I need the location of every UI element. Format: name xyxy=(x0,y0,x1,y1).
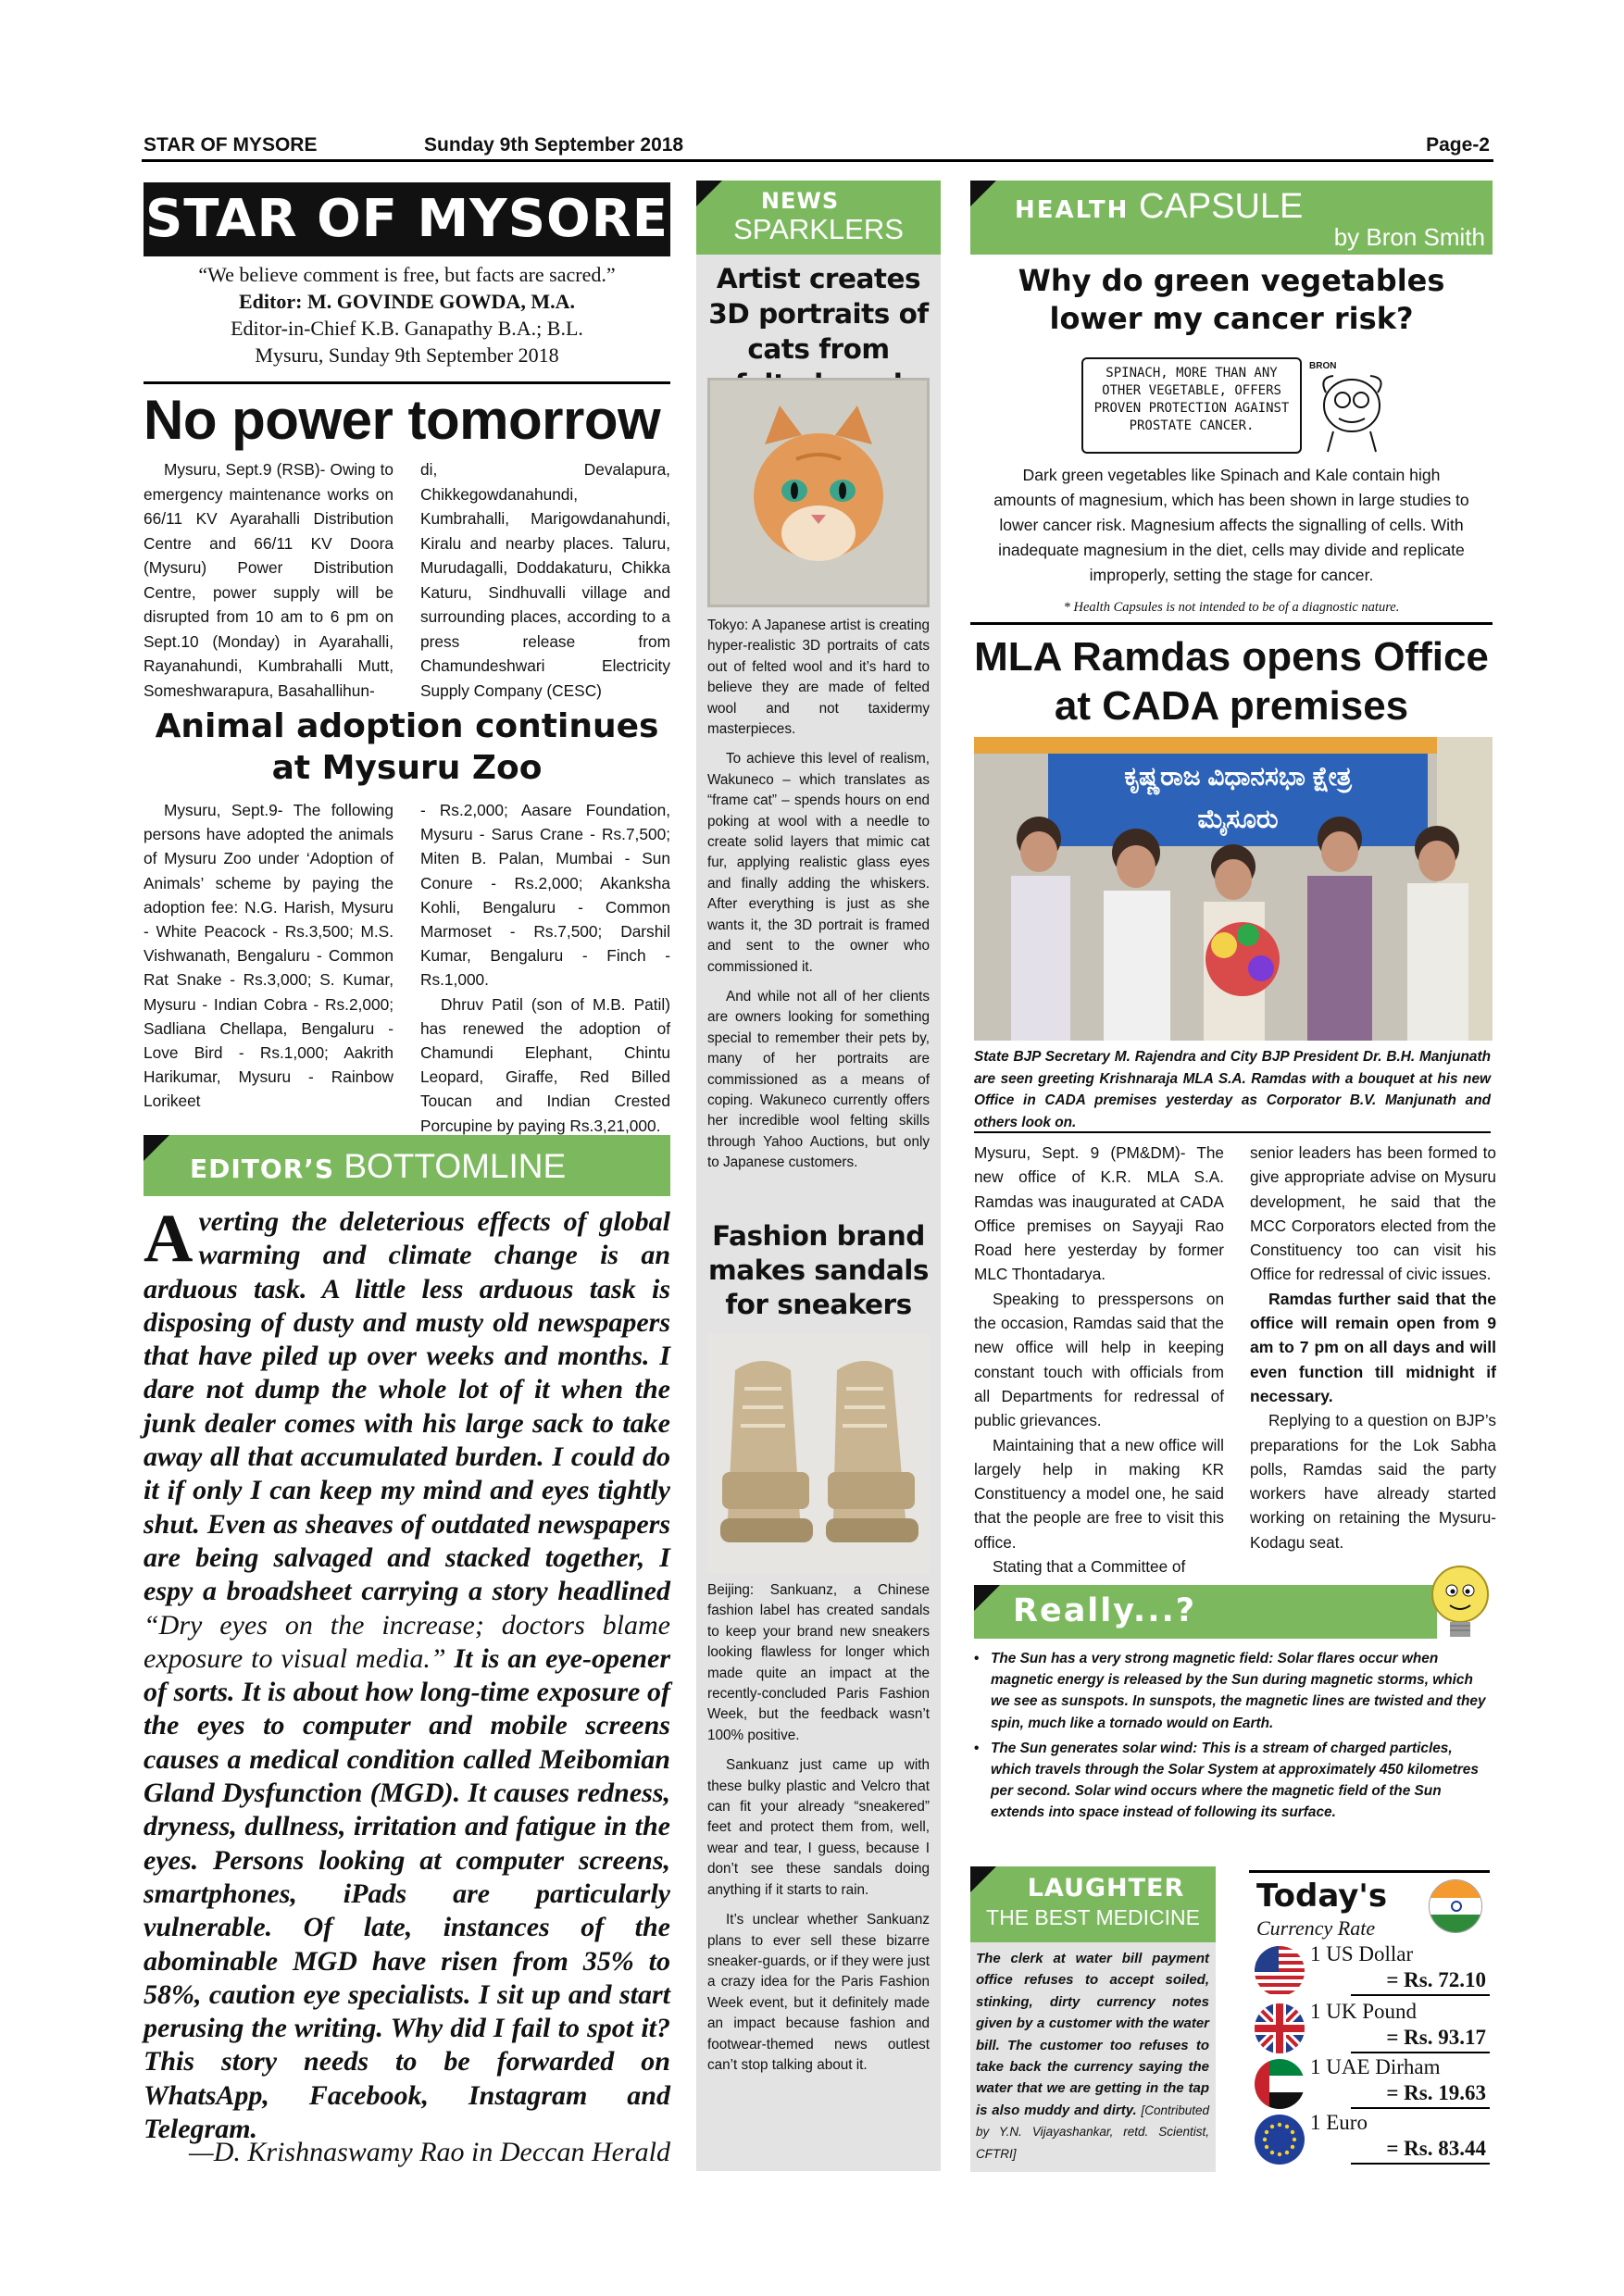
mla-headline-line-1: MLA Ramdas opens Office xyxy=(974,634,1489,680)
really-list xyxy=(974,1648,1491,1824)
rate-underline xyxy=(1351,2107,1490,2109)
rate-name-eur: 1 Euro xyxy=(1310,2111,1368,2134)
dropcap: A xyxy=(144,1201,194,1277)
really-banner xyxy=(974,1585,1437,1639)
currency-top-rule xyxy=(1249,1870,1490,1873)
zoo-headline-line-2: at Mysuru Zoo xyxy=(271,749,543,787)
health-label-light: CAPSULE xyxy=(1138,187,1304,226)
zoo-headline xyxy=(144,705,670,789)
cat-article xyxy=(707,616,930,1174)
banner-corner xyxy=(970,1866,996,1892)
rate-row-eur xyxy=(1249,2111,1490,2165)
zoo-headline-line-1: Animal adoption continues xyxy=(155,707,659,745)
health-capsule-label xyxy=(1015,188,1303,229)
zoo-text-1: Mysuru, Sept.9- The following persons have adopted the animals of Mysuru Zoo under ‘Adoption of Animals’ scheme by paying the adoption fee: N.G. Harish, Mysuru - White Peacock - Rs.3,500; M.S. Vishwanath, Bengaluru - Common Rat Snake - Rs.3,000; S. Kumar, Mysuru - Indian Cobra - Rs.2,000; Sadliana Chellapa, Bengaluru - Love Bird - Rs.1,000; Aakrith Harikumar, Mysuru - Rainbow Lorikeet xyxy=(144,801,394,1111)
uk-flag-icon xyxy=(1255,2003,1305,2053)
editor-byline: —D. Krishnaswamy Rao in Deccan Herald xyxy=(189,2137,670,2167)
running-paper-name: STAR OF MYSORE xyxy=(144,134,318,156)
rate-row-gbp xyxy=(1249,2000,1490,2053)
laughter-label-bottom: THE BEST MEDICINE xyxy=(986,1905,1200,1929)
power-headline: No power tomorrow xyxy=(144,389,661,451)
cat-text-1: Tokyo: A Japanese artist is creating hyper-realistic 3D portraits of cats out of felted wool and it’s hard to believe they are made of felted wool and not taxidermy masterpieces. xyxy=(707,618,930,738)
rate-value-usd: = Rs. 72.10 xyxy=(1386,1968,1486,1991)
photo-banner-text xyxy=(1067,755,1409,841)
health-rule xyxy=(970,622,1493,625)
really-item: • The Sun has a very strong magnetic field: Solar flares occur when magnetic energy is released by the Sun during magnetic storms, which we see as sunspots. In sunspots, the magnetic lines are twisted and they spin, much like a tornado would on Earth. xyxy=(974,1651,1486,1731)
editor-label-bold: EDITOR’S xyxy=(190,1154,335,1184)
mla-office-photo xyxy=(974,737,1493,1041)
laughter-banner xyxy=(970,1866,1216,1942)
rate-underline xyxy=(1351,2163,1490,2165)
mla-col-1 xyxy=(974,1141,1224,1578)
header-rule xyxy=(142,159,1493,162)
mla-photo-caption: State BJP Secretary M. Rajendra and City BJP President Dr. B.H. Manjunath are seen greeting Krishnaraja MLA S.A. Ramdas with a bouquet at his new Office in CADA premises yesterday as Corporator B.V. Manjunath and others look on. xyxy=(974,1049,1491,1130)
mla-text-1b: Speaking to presspersons on the occasion, Ramdas said that the new office will help in keeping constant touch with officials from all Departments for redressal of public grievances. xyxy=(974,1289,1224,1430)
cat-text-3: And while not all of her clients are owners looking for something special to remember their pets by, many of her portraits are commissioned as a means of coping. Wakuneco currently offers her incredible wool felting skills through Yahoo Auctions, but only to Japanese customers. xyxy=(707,988,930,1171)
editor-label-light: BOTTOMLINE xyxy=(344,1147,567,1185)
rate-underline xyxy=(1351,1994,1490,1996)
power-col-1 xyxy=(144,457,394,703)
india-flag-icon xyxy=(1429,1879,1482,1933)
health-author: by Bron Smith xyxy=(1333,223,1485,251)
health-capsule-banner xyxy=(970,181,1493,255)
health-disclaimer: * Health Capsules is not intended to be of a diagnostic nature. xyxy=(1063,600,1400,615)
zoo-text-2a: - Rs.2,000; Aasare Foundation, Mysuru - Sarus Crane - Rs.7,500; Miten B. Palan, Mumbai - Sun Conure - Rs.2,000; Akanksha Kohli, Bengaluru - Common Marmoset - Rs.7,500; Darshil Kumar, Bengaluru - Finch - Rs.1,000. xyxy=(420,801,670,990)
mla-col-2 xyxy=(1250,1141,1496,1554)
uae-flag-icon xyxy=(1255,2059,1305,2109)
rate-name-gbp: 1 UK Pound xyxy=(1310,2000,1418,2023)
cartoon-doctor-drawing xyxy=(1305,359,1398,455)
cartoon-speech-bubble xyxy=(1081,357,1302,454)
really-item: • The Sun generates solar wind: This is a stream of charged particles, which travels through the Solar System at approximately 450 kilometres per second. Solar wind occurs where the magnetic field of the Sun extends into space instead of following its surface. xyxy=(974,1740,1479,1821)
shoe-text-3: It’s unclear whether Sankuanz plans to ever sell these bizarre sneaker-guards, or if they were just a crazy idea for the Paris Fashion Week event, but it definitely made an impact because fashion and footwear-themed news outlest can’t stop talking about it. xyxy=(707,1912,930,2073)
zoo-col-2 xyxy=(420,798,670,1138)
really-item-text-1: The Sun has a very strong magnetic field: Solar flares occur when magnetic energy is released by the Sun during magnetic storms, which we see as sunspots. In sunspots, the magnetic lines are twisted and they spin, much like a tornado would on Earth. xyxy=(991,1651,1486,1731)
photo-sign-line-1: ಕೃಷ್ಣರಾಜ ವಿಧಾನಸಭಾ ಕ್ಷೇತ್ರ xyxy=(1124,762,1352,791)
power-text-1: Mysuru, Sept.9 (RSB)- Owing to emergency maintenance works on 66/11 KV Ayarahalli Distribution Centre and 66/11 KV Doora (Mysuru) Power Distribution Centre, power supply will be disrupted from 10 am to 6 pm on Sept.10 (Monday) in Ayarahalli, Rayanahundi, Kumbrahalli Mutt, Someshwarapura, Basahallihun- xyxy=(144,460,394,700)
health-headline: Why do green vegetables lower my cancer risk? xyxy=(1018,263,1445,336)
mla-text-1a: Mysuru, Sept. 9 (PM&DM)- The new office of K.R. MLA S.A. Ramdas was inaugurated at CADA Office premises on Sayyaji Rao Road here yesterday by former MLC Thontadarya. xyxy=(974,1143,1224,1284)
shoe-headline: Fashion brand makes sandals for sneakers xyxy=(708,1220,929,1320)
rate-value-gbp: = Rs. 93.17 xyxy=(1386,2026,1486,2049)
really-item-text-2: The Sun generates solar wind: This is a stream of charged particles, which travels through the Solar System at approximately 450 kilometres per second. Solar wind occurs where the magnetic field of the Sun extends into space instead of following its surface. xyxy=(991,1740,1479,1821)
rate-name-usd: 1 US Dollar xyxy=(1310,1942,1414,1965)
laughter-joke-text: The clerk at water bill payment office refuses to accept soiled, stinking, dirty currency notes given by a customer with the water bill. The customer too refuses to take back the currency saying the water that we are getting in the tap is also muddy and dirty. xyxy=(976,1951,1209,2118)
currency-rate-box xyxy=(1249,1870,1490,2176)
mla-text-2a: senior leaders has been formed to give appropriate advise on Mysuru development, he said that the MCC Corporators elected from the Constituency too can visit his Office for redressal of civic issues. xyxy=(1250,1143,1496,1284)
health-body: Dark green vegetables like Spinach and Kale contain high amounts of magnesium, which has been shown in large studies to lower cancer risk. Magnesium affects the signalling of cells. With inadequate magnesium in the diet, cells may divide and replicate improperly, setting the stage for cancer. xyxy=(993,466,1469,584)
mla-text-1d: Stating that a Committee of xyxy=(993,1557,1186,1577)
cat-text-2: To achieve this level of realism, Wakuneco – which translates as “frame cat” – spends hours on end poking at wool with a needle to create solid layers that mimic cat fur, applying realistic glass eyes and finally adding the whiskers. After everything is just as she wants it, the 3D portrait is framed and sent to the owner who commissioned it. xyxy=(707,751,930,975)
editor-bottomline-text xyxy=(144,1201,670,2146)
power-col-2: di, Devalapura, Chikkegowdanahundi, Kumbrahalli, Marigowdanahundi, Kiralu and nearby places. Taluru, Murudagalli, Doddakaturu, Chikka Katuru, Sindhuvalli village and surrounding places, according to a press release from Chamundeshwari Electricity Supply Company (CESC) xyxy=(420,460,670,700)
running-page-number: Page-2 xyxy=(1426,134,1490,156)
masthead-info xyxy=(144,261,670,368)
photo-sign-line-2: ಮೈಸೂರು xyxy=(1197,805,1279,833)
sparklers-label-bottom: SPARKLERS xyxy=(733,213,904,245)
shoe-article xyxy=(707,1580,930,2076)
masthead-quote: “We believe comment is free, but facts are sacred.” xyxy=(198,263,616,286)
laughter-label-top: LAUGHTER xyxy=(1027,1874,1185,1903)
laughter-joke xyxy=(976,1948,1209,2165)
editor-text-1: verting the deleterious effects of global warming and climate change is an arduous task. A little less arduous task is disposing of dusty and musty old newspapers that have piled up over weeks and months. I dare not dump the whole lot of it when the junk dealer comes with his large sack to take away all that accumulated burden. I could do it if only I can keep my mind and eyes tightly shut. Even as sheaves of outdated newspapers are being salvaged and stacked together, I espy a broadsheet carrying a story headlined xyxy=(144,1206,670,1607)
masthead-editor-in-chief: Editor-in-Chief K.B. Ganapathy B.A.; B.L. xyxy=(231,317,583,340)
masthead-logo: STAR OF MYSORE xyxy=(144,182,670,256)
caption-rule xyxy=(974,1131,1491,1133)
us-flag-icon xyxy=(1255,1946,1305,1996)
banner-corner xyxy=(144,1135,169,1161)
running-date: Sunday 9th September 2018 xyxy=(424,134,684,156)
currency-title: Today's xyxy=(1256,1878,1388,1915)
really-label: Really...? xyxy=(1013,1592,1197,1629)
banner-corner xyxy=(696,181,722,206)
mla-headline-line-2: at CADA premises xyxy=(1054,683,1409,729)
cartoon-text: SPINACH, MORE THAN ANY OTHER VEGETABLE, OFFERS PROVEN PROTECTION AGAINST PROSTATE CANCER. xyxy=(1093,366,1290,433)
sparklers-label-top: NEWS xyxy=(760,188,840,214)
masthead-editor: Editor: M. GOVINDE GOWDA, M.A. xyxy=(239,290,575,313)
editor-bottomline-banner xyxy=(144,1135,670,1196)
news-sparklers-banner xyxy=(696,181,941,255)
zoo-text-2b: Dhruv Patil (son of M.B. Patil) has renewed the adoption of Chamundi Elephant, Chintu Leopard, Giraffe, Red Billed Toucan and Indian Crested Porcupine by paying Rs.3,21,000. xyxy=(420,994,670,1135)
editor-quote: “Dry eyes on the increase; doctors blame exposure to visual media.” xyxy=(144,1609,670,1674)
rate-row-aed xyxy=(1249,2055,1490,2109)
health-label-bold: HEALTH xyxy=(1015,196,1130,224)
banner-corner xyxy=(974,1585,1000,1611)
rate-value-aed: = Rs. 19.63 xyxy=(1386,2081,1486,2104)
sneaker-sandals-photo xyxy=(707,1333,930,1574)
masthead-rule xyxy=(144,381,670,384)
mla-headline xyxy=(970,632,1493,730)
masthead-dateline: Mysuru, Sunday 9th September 2018 xyxy=(255,343,559,367)
rate-underline xyxy=(1351,2052,1490,2053)
laughter-credit: [Contributed by Y.N. Vijayashankar, retd. Scientist, CFTRI] xyxy=(976,2103,1209,2161)
banner-corner xyxy=(970,181,996,206)
mla-text-1c: Maintaining that a new office will largely help in making KR Constituency a model one, he said that the people are free to visit this office. xyxy=(974,1435,1224,1552)
lightbulb-icon xyxy=(1426,1563,1494,1648)
shoe-text-2: Sankuanz just came up with these bulky plastic and Velcro that can fit your already “sneakered” feet and protect them from, well, wear and tear, I guess, because I don’t see these sandals doing anything if it starts to rain. xyxy=(707,1757,930,1898)
rate-name-aed: 1 UAE Dirham xyxy=(1310,2055,1441,2078)
mla-text-2b: Ramdas further said that the office will remain open from 9 am to 7 pm on all days and will even function till midnight if necessary. xyxy=(1250,1289,1496,1405)
editor-text-2: It is an eye-opener of sorts. It is about how long-time exposure of the eyes to computer and mobile screens causes a medical condition called Meibomian Gland Dysfunction (MGD). It causes redness, dryness, dullness, irritation and fatigue in the eyes. Persons looking at computer screens, smartphones, iPads are particularly vulnerable. Of late, instances of the abominable MGD have risen from 35% to 58%, caution eye specialists. I sit up and start perusing the writing. Why did I fail to spot it? This story needs to be forwarded on WhatsApp, Facebook, Instagram and Telegram. xyxy=(144,1642,670,2145)
zoo-col-1 xyxy=(144,798,394,1114)
rate-row-usd xyxy=(1249,1942,1490,1996)
rate-value-eur: = Rs. 83.44 xyxy=(1386,2137,1486,2160)
cat-illustration xyxy=(707,378,930,607)
mla-text-2c: Replying to a question on BJP’s preparations for the Lok Sabha polls, Ramdas said the party workers have already started working on retaining the Mysuru-Kodagu seat. xyxy=(1250,1411,1496,1552)
shoe-text-1: Beijing: Sankuanz, a Chinese fashion label has created sandals to keep your brand new sneakers looking flawless for longer which made quite an impact at the recently-concluded Paris Fashion Week, but the feedback wasn’t 100% positive. xyxy=(707,1582,930,1743)
currency-subtitle: Currency Rate xyxy=(1256,1916,1376,1940)
editor-bottomline-label xyxy=(190,1148,566,1188)
eu-flag-icon xyxy=(1255,2115,1305,2165)
sandal-illustration xyxy=(707,1333,930,1574)
cat-headline: Artist creates 3D portraits of cats from xyxy=(708,263,929,365)
cat-portrait-photo xyxy=(707,378,930,607)
cartoon-signature: BRON xyxy=(1309,361,1337,371)
